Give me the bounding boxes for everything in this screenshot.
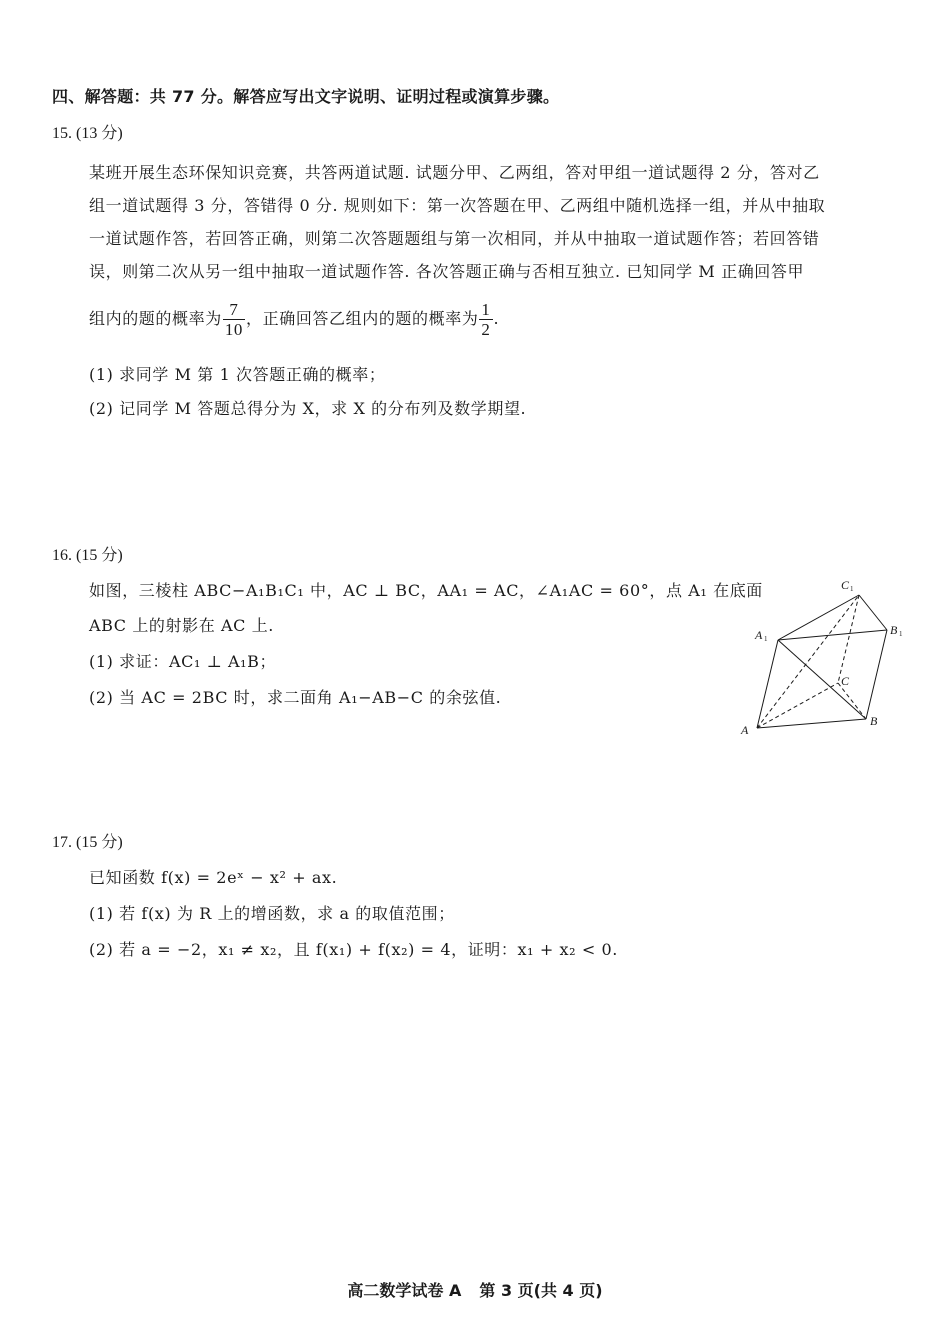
question-16-header	[52, 542, 123, 565]
q17-part-1: (1) 若 f(x) 为 R 上的增函数，求 a 的取值范围；	[89, 904, 455, 923]
page-number: 第 3 页(共 4 页)	[479, 1281, 603, 1300]
q16-stem-line-1: 如图，三棱柱 ABC−A₁B₁C₁ 中，AC ⊥ BC，AA₁ = AC，∠A₁AC = 60°，点 A₁ 在底面	[89, 581, 763, 600]
question-points: (13 分)	[76, 125, 123, 142]
svg-text:1: 1	[850, 585, 854, 593]
q15-stem-line-2: 组一道试题得 3 分，答错得 0 分. 规则如下：第一次答题在甲、乙两组中随机选择一组，并从中抽取	[89, 196, 826, 215]
label-C1: C	[841, 578, 850, 592]
prism-figure	[735, 572, 915, 742]
svg-text:1: 1	[899, 630, 903, 638]
fraction-7-10: $\frac{7}{10}$	[224, 300, 244, 339]
q16-stem-line-2: ABC 上的射影在 AC 上.	[89, 616, 274, 635]
section-title: 四、解答题：共 77 分。解答应写出文字说明、证明过程或演算步骤。	[52, 87, 560, 106]
q15-stem-line-4: 误，则第二次从另一组中抽取一道试题作答. 各次答题正确与否相互独立. 已知同学 M 正确回答甲	[89, 262, 805, 281]
q15-text-mid: ，正确回答乙组内的题的概率为	[246, 309, 479, 328]
question-15-header	[52, 120, 123, 143]
q15-stem-line-3: 一道试题作答，若回答正确，则第二次答题题组与第一次相同，并从中抽取一道试题作答；若回答错	[89, 229, 820, 248]
question-points: (15 分)	[76, 834, 123, 851]
triangular-prism-diagram	[735, 572, 915, 742]
question-number: 15.	[52, 125, 72, 142]
question-number: 17.	[52, 834, 72, 851]
q15-text-pre: 组内的题的概率为	[89, 309, 222, 328]
question-number: 16.	[52, 547, 72, 564]
q15-text-post: .	[493, 309, 500, 328]
q17-stem-line-1: 已知函数 f(x) = 2eˣ − x² + ax.	[89, 868, 338, 887]
label-A1: A	[755, 628, 763, 642]
label-C: C	[841, 674, 850, 688]
exam-title: 高二数学试卷 A	[347, 1281, 462, 1300]
q15-stem-line-5	[89, 300, 499, 339]
q16-part-1: (1) 求证：AC₁ ⊥ A₁B；	[89, 652, 277, 671]
fraction-1-2: $\frac{1}{2}$	[481, 300, 491, 339]
q15-stem-line-1: 某班开展生态环保知识竞赛，共答两道试题. 试题分甲、乙两组，答对甲组一道试题得 2 分，答对乙	[89, 163, 820, 182]
q17-part-2: (2) 若 a = −2，x₁ ≠ x₂，且 f(x₁) + f(x₂) = 4，证明：x₁ + x₂ < 0.	[89, 940, 618, 959]
q16-part-2: (2) 当 AC = 2BC 时，求二面角 A₁−AB−C 的余弦值.	[89, 688, 502, 707]
q15-part-1: (1) 求同学 M 第 1 次答题正确的概率；	[89, 365, 386, 384]
q15-part-2: (2) 记同学 M 答题总得分为 X，求 X 的分布列及数学期望.	[89, 399, 527, 418]
label-B: B	[870, 714, 878, 728]
label-A: A	[741, 723, 749, 737]
svg-text:1: 1	[764, 635, 768, 643]
page-footer	[0, 1278, 950, 1301]
question-points: (15 分)	[76, 547, 123, 564]
label-B1: B	[890, 623, 898, 637]
question-17-header	[52, 829, 123, 852]
